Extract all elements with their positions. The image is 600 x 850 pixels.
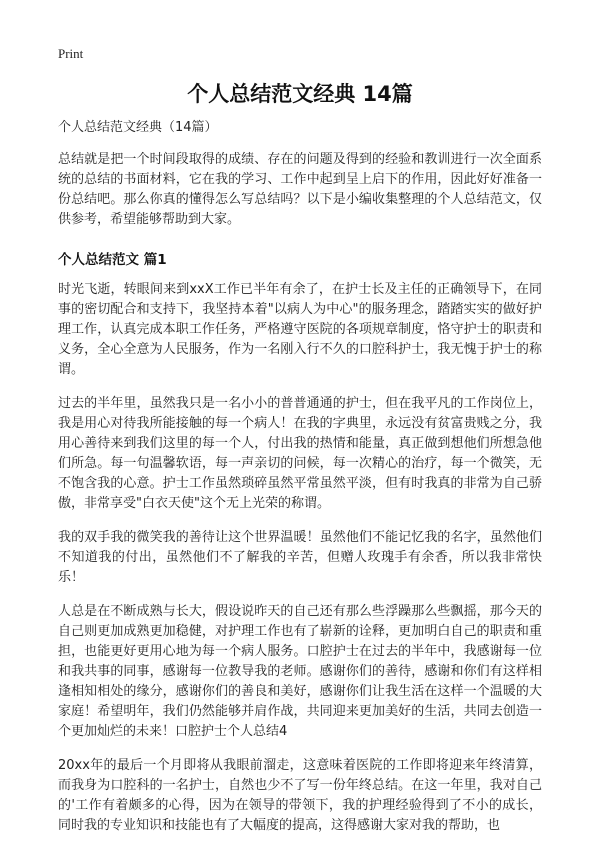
intro-paragraph: 总结就是把一个时间段取得的成绩、存在的问题及得到的经验和教训进行一次全面系统的总结的书面材料，它在我的学习、工作中起到呈上启下的作用，因此好好准备一份总结吧。那么你真的懂得怎么写总结吗？以下是小编收集整理的个人总结范文，仅供参考，希望能够帮助到大家。 xyxy=(58,152,542,227)
body-paragraph: 我的双手我的微笑我的善待让这个世界温暖！虽然他们不能记忆我的名字，虽然他们不知道我的付出，虽然他们不了解我的辛苦，但赠人玫瑰手有余香，所以我非常快乐！ xyxy=(58,530,542,585)
body-paragraph: 过去的半年里，虽然我只是一名小小的普普通通的护士，但在我平凡的工作岗位上，我是用心对待我所能接触的每一个病人！在我的字典里，永远没有贫富贵贱之分，我用心善待来到我们这里的每一个人，付出我的热情和能量，真正做到想他们所想急他们所急。每一句温馨软语，每一声亲切的问候，每一次精心的治疗，每一个微笑，无不饱含我的心意。护士工作虽然琐碎虽然平常虽然平淡，但有时我真的非常为自己骄傲，非常享受"白衣天使"这个无上光荣的称谓。 xyxy=(58,396,542,511)
document-body xyxy=(58,118,542,850)
section-heading: 个人总结范文 篇1 xyxy=(58,252,167,268)
body-paragraph: 20xx年的最后一个月即将从我眼前溜走，这意味着医院的工作即将迎来年终清算，而我身为口腔科的一名护士，自然也少不了写一份年终总结。在这一年里，我对自己的'工作有着颇多的心得，因为在领导的带领下，我的护理经验得到了不小的成长，同时我的专业知识和技能也有了大幅度的提高，这得感谢大家对我的帮助，也 xyxy=(58,758,542,833)
page-title: 个人总结范文经典 14篇 xyxy=(187,82,413,106)
body-paragraph: 人总是在不断成熟与长大，假设说昨天的自己还有那么些浮躁那么些飘摇，那今天的自己则更加成熟更加稳健，对护理工作也有了崭新的诠释，更加明白自己的职责和重担，也能更好更用心地为每一个病人服务。口腔护士在过去的半年中，我感谢每一位和我共事的同事，感谢每一位教导我的老师。感谢你们的善待，感谢和你们有这样相逢相知相处的缘分，感谢你们的善良和美好，感谢你们让我生活在这样一个温暖的大家庭！希望明年，我们仍然能够并肩作战，共同迎来更加美好的生活，共同去创造一个更加灿烂的未来！口腔护士个人总结4 xyxy=(58,604,542,739)
print-link[interactable]: Print xyxy=(58,46,84,61)
body-paragraph: 时光飞逝，转眼间来到xxX工作已半年有余了，在护士长及主任的正确领导下，在同事的密切配合和支持下，我坚持本着"以病人为中心"的服务理念，踏踏实实的做好护理工作，认真完成本职工作任务，严格遵守医院的各项规章制度，恪守护士的职责和义务，全心全意为人民服务，作为一名刚入行不久的口腔科护士，我无愧于护士的称谓。 xyxy=(58,282,542,377)
document-subtitle: 个人总结范文经典（14篇） xyxy=(58,120,218,135)
